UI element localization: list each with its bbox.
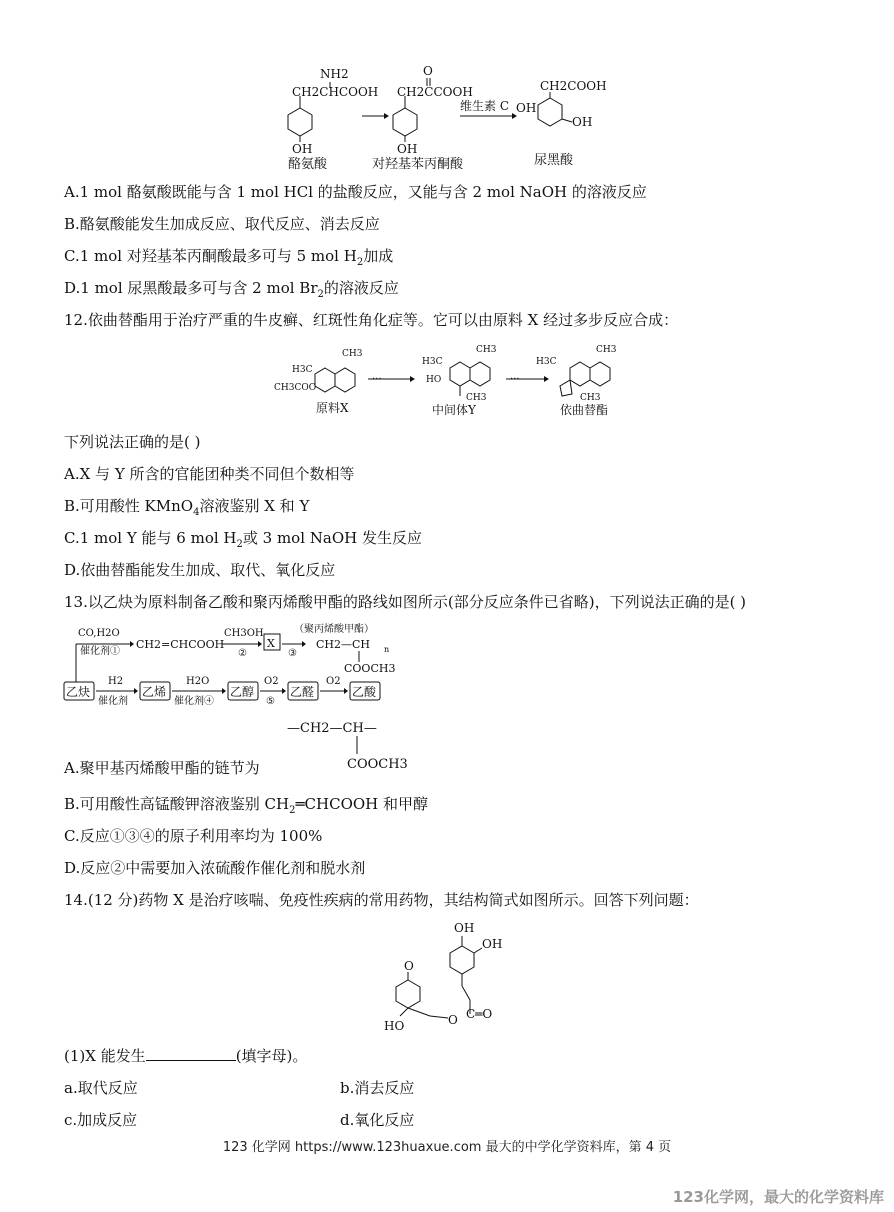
drug-oh-a: OH bbox=[454, 921, 475, 935]
homogentisic-structure bbox=[538, 92, 572, 126]
acetic-acid: 乙酸 bbox=[352, 685, 377, 699]
poly-side: COOCH3 bbox=[344, 662, 396, 675]
drug-keto-o: O bbox=[404, 959, 414, 973]
x-label: 原料X bbox=[316, 401, 349, 415]
y-ch3-top: CH3 bbox=[476, 345, 497, 355]
drug-ho: HO bbox=[384, 1019, 405, 1033]
q12-option-b-pre: B.可用酸性 KMnO bbox=[64, 497, 194, 515]
q13-option-b-post: ═CHCOOH 和甲醇 bbox=[295, 795, 429, 813]
z-ch3-top: CH3 bbox=[596, 345, 617, 355]
q13-stem: 13.以乙炔为原料制备乙酸和聚丙烯酸甲酯的路线如图所示(部分反应条件已省略)，下列说法正确的是( ) bbox=[64, 593, 747, 611]
intermediate-y-structure bbox=[450, 362, 490, 396]
vitamin-c-label: 维生素 C bbox=[460, 99, 509, 113]
q12-stem: 12.依曲替酯用于治疗严重的牛皮癣、红斑性角化症等。它可以由原料 X 经过多步反应合成： bbox=[64, 311, 679, 329]
q14-sub1-pre: (1)X 能发生 bbox=[64, 1047, 146, 1065]
raw-x-structure bbox=[315, 368, 355, 392]
q12-option-d: D.依曲替酯能发生加成、取代、氧化反应 bbox=[64, 561, 336, 579]
catalyst-1: 催化剂① bbox=[80, 646, 120, 657]
q11-option-d bbox=[64, 278, 399, 305]
etretinate-synthesis-figure bbox=[270, 340, 640, 420]
step-3: ③ bbox=[288, 648, 297, 659]
drug-x-bonds bbox=[396, 936, 482, 1018]
ethene: 乙烯 bbox=[142, 685, 167, 699]
repeat-unit-bottom: COOCH3 bbox=[347, 757, 408, 772]
drug-x-structure-figure bbox=[380, 918, 520, 1042]
q12-option-c bbox=[64, 528, 422, 555]
q13-option-b bbox=[64, 794, 428, 821]
q13-option-b-sub: 2 bbox=[289, 805, 296, 816]
x-ch3coo: CH3COO bbox=[274, 383, 317, 393]
q13-option-c: C.反应①③④的原子利用率均为 100% bbox=[64, 827, 323, 845]
q14-option-a: a.取代反应 bbox=[64, 1079, 138, 1097]
y-h3c: H3C bbox=[422, 357, 443, 367]
q12-option-c-pre: C.1 mol Y 能与 6 mol H bbox=[64, 529, 237, 547]
reagent-h2o: H2O bbox=[186, 676, 210, 687]
q11-option-d-sub: 2 bbox=[317, 289, 324, 300]
q11-option-c bbox=[64, 246, 393, 273]
y-label: 中间体Y bbox=[432, 403, 476, 417]
q14-stem: 14.(12 分)药物 X 是治疗咳喘、免疫性疾病的常用药物，其结构简式如图所示。回答下列问题： bbox=[64, 891, 699, 909]
q13-option-b-pre: B.可用酸性高锰酸钾溶液鉴别 CH bbox=[64, 795, 290, 813]
q12-ask: 下列说法正确的是( ) bbox=[64, 433, 201, 451]
homogentisic-name: 尿黑酸 bbox=[534, 153, 574, 168]
pyruvic-o: O bbox=[423, 64, 433, 78]
drug-oh-b: OH bbox=[482, 937, 503, 951]
q12-option-c-sub: 2 bbox=[236, 539, 243, 550]
x-symbol: X bbox=[267, 637, 275, 650]
tyrosine-chain: CH2CHCOOH bbox=[292, 85, 379, 99]
repeat-unit-figure bbox=[285, 716, 435, 772]
q13-option-d: D.反应②中需要加入浓硫酸作催化剂和脱水剂 bbox=[64, 859, 366, 877]
repeat-unit-top: —CH2—CH— bbox=[287, 721, 377, 736]
q14-option-c: c.加成反应 bbox=[64, 1111, 138, 1129]
q12-option-c-post: 或 3 mol NaOH 发生反应 bbox=[242, 529, 422, 547]
q12-option-b-post: 溶液鉴别 X 和 Y bbox=[199, 497, 310, 515]
arrow-dots-2: ··· bbox=[510, 374, 520, 385]
poly-title: （聚丙烯酸甲酯） bbox=[294, 624, 374, 635]
ethyne-route-figure bbox=[62, 622, 422, 706]
drug-ester-o: O bbox=[448, 1013, 458, 1027]
reagent-o2-b: O2 bbox=[326, 676, 341, 687]
reagent-co-h2o: CO,H2O bbox=[78, 628, 120, 639]
ethyne: 乙炔 bbox=[66, 685, 91, 699]
drug-c-eq-o: C═O bbox=[466, 1007, 493, 1021]
q11-option-a: A.1 mol 酪氨酸既能与含 1 mol HCl 的盐酸反应，又能与含 2 mol NaOH 的溶液反应 bbox=[64, 183, 647, 201]
tyrosine-reaction-figure bbox=[270, 60, 630, 172]
q11-option-d-post: 的溶液反应 bbox=[323, 279, 399, 297]
pyruvic-oh: OH bbox=[397, 142, 418, 156]
step-5: ⑤ bbox=[266, 696, 275, 706]
y-ho: HO bbox=[426, 375, 442, 385]
pyruvic-name: 对羟基苯丙酮酸 bbox=[372, 157, 464, 172]
q12-option-a: A.X 与 Y 所含的官能团种类不同但个数相等 bbox=[64, 465, 355, 483]
acrylic-acid: CH2=CHCOOH bbox=[136, 638, 225, 651]
reagent-h2: H2 bbox=[108, 676, 124, 687]
y-ch3-acetyl: CH3 bbox=[466, 393, 487, 403]
answer-blank[interactable] bbox=[146, 1046, 236, 1061]
q14-sub1 bbox=[64, 1046, 307, 1066]
z-label: 依曲替酯 bbox=[560, 403, 609, 417]
poly-main: CH2—CH bbox=[316, 638, 371, 651]
q11-option-d-pre: D.1 mol 尿黑酸最多可与含 2 mol Br bbox=[64, 279, 318, 297]
q11-option-c-pre: C.1 mol 对羟基苯丙酮酸最多可与 5 mol H bbox=[64, 247, 357, 265]
homogentisic-chain: CH2COOH bbox=[540, 79, 607, 93]
catalyst-4: 催化剂④ bbox=[174, 696, 214, 706]
z-ch3-bottom: CH3 bbox=[580, 393, 601, 403]
tyrosine-name: 酪氨酸 bbox=[288, 157, 328, 172]
q12-option-b bbox=[64, 496, 309, 523]
q14-option-d: d.氧化反应 bbox=[340, 1111, 415, 1129]
x-ch3-top: CH3 bbox=[342, 349, 363, 359]
page-footer: 123 化学网 https://www.123huaxue.com 最大的中学化学资料库，第 4 页 bbox=[222, 1140, 672, 1155]
ethanal: 乙醛 bbox=[290, 685, 315, 699]
x-h3c: H3C bbox=[292, 365, 313, 375]
pyruvic-chain: CH2CCOOH bbox=[397, 85, 473, 99]
etretinate-structure bbox=[560, 362, 610, 396]
q11-option-c-sub: 2 bbox=[356, 257, 364, 268]
tyrosine-nh2: NH2 bbox=[320, 67, 349, 81]
catalyst: 催化剂 bbox=[98, 696, 128, 706]
homogentisic-oh-a: OH bbox=[516, 101, 537, 115]
watermark: 123化学网，最大的化学资料库 bbox=[672, 1188, 884, 1206]
q13-option-a: A.聚甲基丙烯酸甲酯的链节为 bbox=[64, 759, 260, 777]
tyrosine-oh: OH bbox=[292, 142, 313, 156]
poly-n: n bbox=[384, 645, 390, 654]
reagent-o2-a: O2 bbox=[264, 676, 279, 687]
q14-option-b: b.消去反应 bbox=[340, 1079, 415, 1097]
q11-option-c-post: 加成 bbox=[363, 247, 394, 265]
q12-option-b-sub: 4 bbox=[193, 507, 200, 518]
step-2: ② bbox=[238, 648, 247, 659]
reagent-ch3oh: CH3OH bbox=[224, 628, 264, 639]
ethanol: 乙醇 bbox=[230, 685, 255, 699]
z-h3c: H3C bbox=[536, 357, 557, 367]
q11-option-b: B.酪氨酸能发生加成反应、取代反应、消去反应 bbox=[64, 215, 380, 233]
q14-sub1-post: (填字母)。 bbox=[235, 1047, 308, 1065]
homogentisic-oh-b: OH bbox=[572, 115, 593, 129]
arrow-dots-1: ··· bbox=[372, 374, 382, 385]
